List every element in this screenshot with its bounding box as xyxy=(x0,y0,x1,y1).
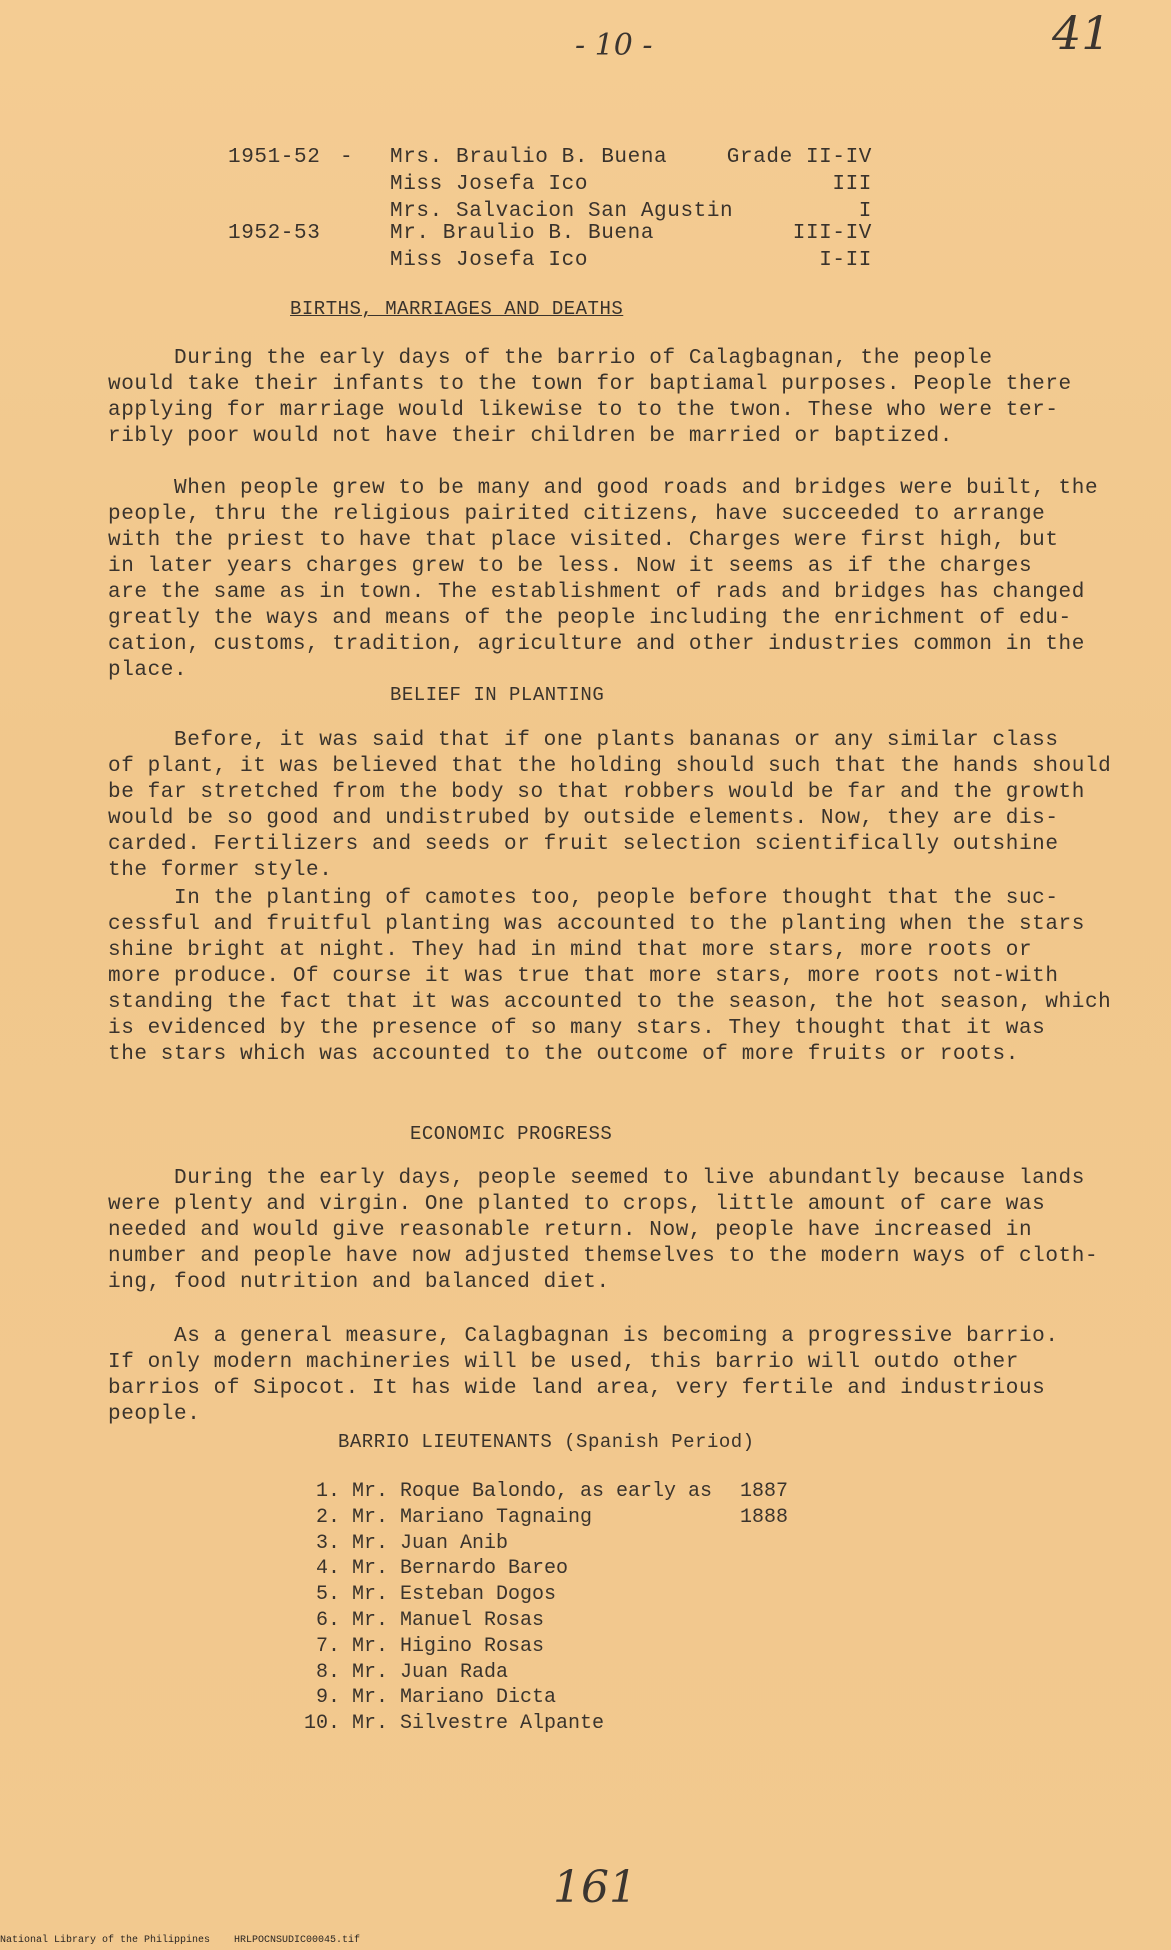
paragraph-line: ribly poor would not have their children be married or baptized. xyxy=(108,425,953,448)
teacher-grade: Grade II-IV xyxy=(726,146,872,169)
lieutenant-name: Mr. Mariano Dicta xyxy=(340,1686,557,1710)
economic-paragraph-2 xyxy=(108,1324,1088,1428)
lieutenant-name: Mr. Mariano Tagnaing xyxy=(340,1505,593,1529)
lieutenant-row xyxy=(300,1532,508,1555)
paragraph-line: cessful and fruitful planting was accounted to the planting when the stars xyxy=(108,913,1085,936)
paragraph-line: would take their infants to the town for baptiamal purposes. People there xyxy=(108,373,1072,396)
births-paragraph-2 xyxy=(108,476,1099,684)
paragraph-line: In the planting of camotes too, people before thought that the suc- xyxy=(108,887,1059,910)
top-right-number: 41 xyxy=(1052,6,1111,60)
paragraph-line: Before, it was said that if one plants bananas or any similar class xyxy=(108,729,1059,752)
teacher-year: 1951-52 xyxy=(228,146,321,169)
births-paragraph-1 xyxy=(108,346,1088,450)
paragraph-line: If only modern machineries will be used, this barrio will outdo other xyxy=(108,1351,1019,1374)
paragraph-line: is evidenced by the presence of so many stars. They thought that it was xyxy=(108,1017,1046,1040)
paragraph-line: ing, food nutrition and balanced diet. xyxy=(108,1271,610,1294)
lieutenant-row xyxy=(300,1635,544,1658)
paragraph-line: more produce. Of course it was true that more stars, more roots not-with xyxy=(108,965,1059,988)
paragraph-line: During the early days of the barrio of Calagbagnan, the people xyxy=(108,347,993,370)
paragraph-line: with the priest to have that place visited. Charges were first high, but xyxy=(108,529,1059,552)
paragraph-line: applying for marriage would likewise to to the twon. These who were ter- xyxy=(108,399,1059,422)
lieutenant-number: 3. xyxy=(315,1531,340,1555)
lieutenant-name: Mr. Bernardo Bareo xyxy=(340,1557,569,1581)
lieutenant-number: 9. xyxy=(315,1686,340,1710)
lieutenant-name: Mr. Juan Rada xyxy=(340,1660,509,1684)
lieutenant-name: Mr. Juan Anib xyxy=(340,1531,509,1555)
paragraph-line: people. xyxy=(108,1403,201,1426)
teacher-grade: III xyxy=(832,173,872,196)
teacher-name: Miss Josefa Ico xyxy=(390,173,589,196)
teacher-name: Mrs. Salvacion San Agustin xyxy=(390,200,734,223)
lieutenant-name: Mr. Higino Rosas xyxy=(340,1634,545,1658)
teacher-grade: I xyxy=(858,200,872,223)
paragraph-line: As a general measure, Calagbagnan is becoming a progressive barrio. xyxy=(108,1325,1059,1348)
paragraph-line: place. xyxy=(108,659,188,682)
bottom-page-number: 161 xyxy=(553,1862,637,1913)
teacher-dash: - xyxy=(340,146,354,169)
teacher-grade: I-II xyxy=(819,249,872,272)
scan-footer: National Library of the Philippines HRLPOCNSUDIC00045.tif xyxy=(0,1935,361,1946)
paragraph-line: standing the fact that it was accounted to the season, the hot season, which xyxy=(108,991,1112,1014)
lieutenant-name: Mr. Silvestre Alpante xyxy=(340,1712,605,1736)
lieutenant-row xyxy=(300,1609,544,1632)
lieutenants-heading: BARRIO LIEUTENANTS (Spanish Period) xyxy=(338,1431,755,1453)
lieutenant-number: 1. xyxy=(315,1480,340,1503)
births-heading: BIRTHS, MARRIAGES AND DEATHS xyxy=(290,298,624,320)
paragraph-line: When people grew to be many and good roads and bridges were built, the xyxy=(108,477,1099,500)
teacher-year: 1952-53 xyxy=(228,222,321,245)
paragraph-line: barrios of Sipocot. It has wide land area, very fertile and industrious xyxy=(108,1377,1046,1400)
paragraph-line: are the same as in town. The establishment of rads and bridges has changed xyxy=(108,581,1085,604)
teacher-grade: III-IV xyxy=(792,222,872,245)
paragraph-line: people, thru the religious pairited citizens, have succeeded to arrange xyxy=(108,503,1046,526)
teacher-name: Mr. Braulio B. Buena xyxy=(390,222,655,245)
paragraph-line: needed and would give reasonable return. Now, people have increased in xyxy=(108,1219,1033,1242)
lieutenant-number: 4. xyxy=(315,1557,340,1581)
lieutenant-row xyxy=(300,1557,568,1580)
paragraph-line: would be so good and undistrubed by outside elements. Now, they are dis- xyxy=(108,807,1059,830)
teacher-name: Mrs. Braulio B. Buena xyxy=(390,146,668,169)
lieutenant-name: Mr. Esteban Dogos xyxy=(340,1583,557,1607)
paragraph-line: During the early days, people seemed to live abundantly because lands xyxy=(108,1167,1085,1190)
paragraph-line: be far stretched from the body so that robbers would be far and the growth xyxy=(108,781,1085,804)
paragraph-line: the former style. xyxy=(108,859,333,882)
teacher-name: Miss Josefa Ico xyxy=(390,249,589,272)
paragraph-line: number and people have now adjusted themselves to the modern ways of cloth- xyxy=(108,1245,1099,1268)
paragraph-line: carded. Fertilizers and seeds or fruit selection scientifically outshine xyxy=(108,833,1059,856)
paragraph-line: in later years charges grew to be less. Now it seems as if the charges xyxy=(108,555,1033,578)
lieutenant-number: 2. xyxy=(315,1505,340,1529)
economic-heading: ECONOMIC PROGRESS xyxy=(410,1123,613,1145)
planting-paragraph-1 xyxy=(108,728,1112,884)
lieutenant-number: 10. xyxy=(303,1712,340,1736)
lieutenant-row xyxy=(300,1480,712,1503)
lieutenant-name: Mr. Manuel Rosas xyxy=(340,1609,545,1632)
lieutenant-number: 7. xyxy=(315,1634,340,1658)
paragraph-line: the stars which was accounted to the outcome of more fruits or roots. xyxy=(108,1043,1019,1066)
lieutenant-number: 5. xyxy=(315,1583,340,1607)
lieutenant-number: 6. xyxy=(315,1609,340,1632)
lieutenant-row xyxy=(300,1686,556,1709)
planting-paragraph-2 xyxy=(108,886,1112,1068)
lieutenant-row xyxy=(300,1583,556,1606)
lieutenant-row xyxy=(300,1712,604,1735)
paragraph-line: of plant, it was believed that the holding should such that the hands should xyxy=(108,755,1112,778)
lieutenant-number: 8. xyxy=(315,1660,340,1684)
paragraph-line: cation, customs, tradition, agriculture and other industries common in the xyxy=(108,633,1085,656)
top-page-number: - 10 - xyxy=(575,28,653,63)
lieutenant-year: 1888 xyxy=(740,1505,789,1529)
lieutenant-row xyxy=(300,1661,508,1684)
economic-paragraph-1 xyxy=(108,1166,1099,1296)
lieutenant-row xyxy=(300,1506,592,1529)
paragraph-line: greatly the ways and means of the people including the enrichment of edu- xyxy=(108,607,1072,630)
paragraph-line: shine bright at night. They had in mind that more stars, more roots or xyxy=(108,939,1033,962)
planting-heading: BELIEF IN PLANTING xyxy=(390,684,605,706)
paragraph-line: were plenty and virgin. One planted to crops, little amount of care was xyxy=(108,1193,1046,1216)
lieutenant-year: 1887 xyxy=(740,1480,789,1503)
lieutenant-name: Mr. Roque Balondo, as early as xyxy=(340,1480,713,1503)
